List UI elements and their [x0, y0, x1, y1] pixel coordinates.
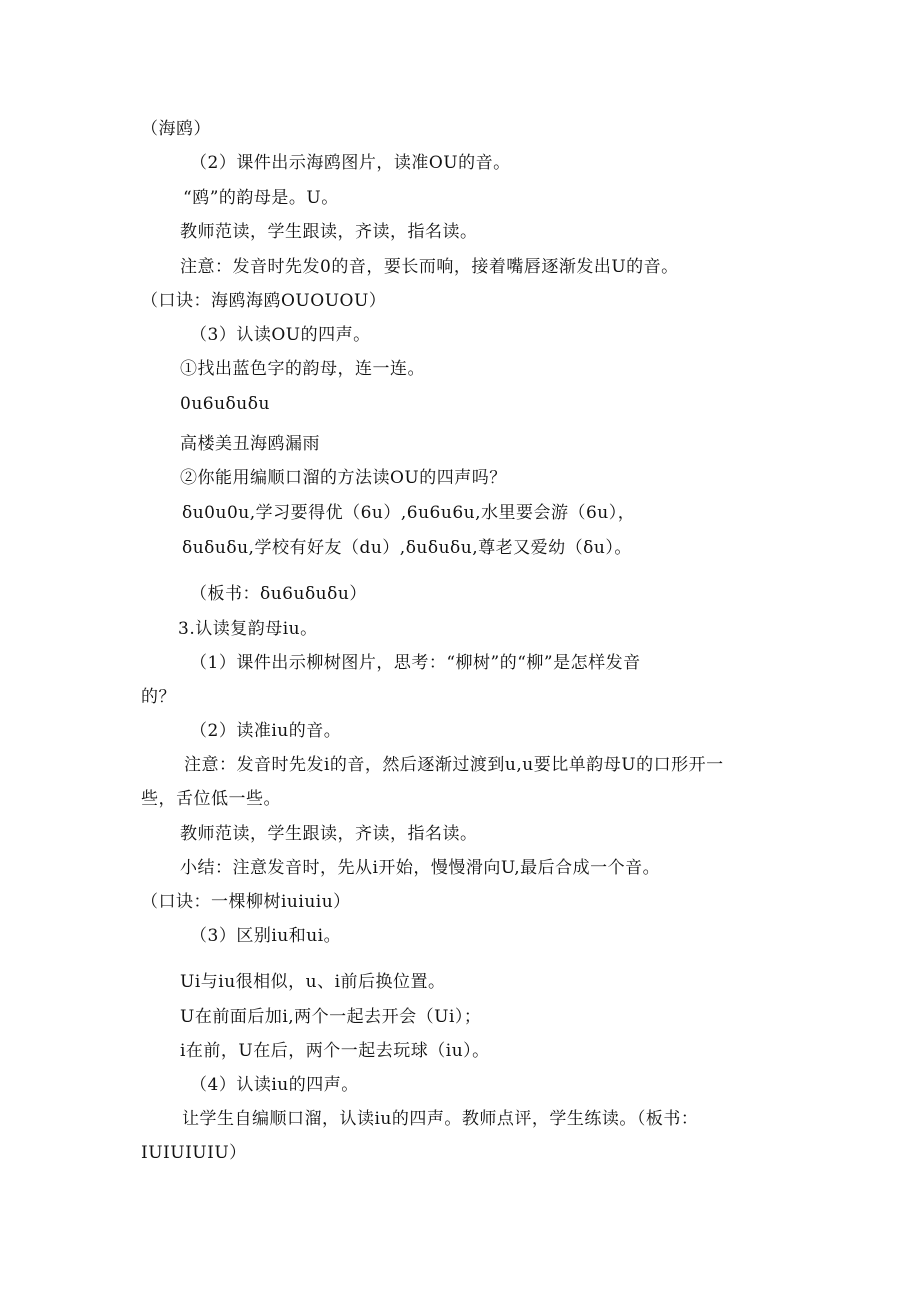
text-line: 教师范读，学生跟读，齐读，指名读。 — [180, 222, 478, 242]
text-line: （1）课件出示柳树图片，思考：“柳树”的“柳”是怎样发音 — [190, 653, 641, 673]
text-line: （口诀：海鸥海鸥OUOUOU） — [141, 291, 387, 311]
text-line: （3）区别iu和ui。 — [190, 926, 342, 946]
text-line: 教师范读，学生跟读，齐读，指名读。 — [180, 824, 478, 844]
text-line: （2）读准iu的音。 — [190, 721, 342, 741]
text-line: （板书：δu6uδuδu） — [190, 584, 367, 604]
text-line: 的？ — [141, 687, 176, 707]
text-line: （4）认读iu的四声。 — [190, 1075, 359, 1095]
text-line: i在前，U在后，两个一起去玩球（iu）。 — [180, 1041, 490, 1061]
text-line: “鸥”的韵母是。U。 — [183, 188, 339, 208]
text-line: （3）认读OU的四声。 — [190, 325, 371, 345]
text-line: δuδuδu,学校有好友（du）,δuδuδu,尊老又爱幼（δu）。 — [182, 538, 632, 558]
text-line: 3.认读复韵母iu。 — [178, 619, 318, 639]
text-line: 小结：注意发音时，先从i开始，慢慢滑向U,最后合成一个音。 — [180, 858, 661, 878]
text-line: （口诀：一棵柳树iuiuiu） — [141, 892, 351, 912]
text-line: IUIUIUIU） — [141, 1143, 247, 1163]
text-line: 注意：发音时先发i的音，然后逐渐过渡到u,u要比单韵母U的口形开一 — [184, 755, 724, 775]
text-line: 些，舌位低一些。 — [141, 789, 281, 809]
text-line: （2）课件出示海鸥图片，读准OU的音。 — [190, 153, 511, 173]
text-line: 让学生自编顺口溜，认读iu的四声。教师点评，学生练读。（板书： — [182, 1109, 699, 1129]
text-line: 注意：发音时先发0的音，要长而响，接着嘴唇逐渐发出U的音。 — [180, 257, 679, 277]
text-line: 0u6uδuδu — [180, 394, 270, 414]
text-line: （海鸥） — [141, 119, 211, 139]
text-line: ①找出蓝色字的韵母，连一连。 — [180, 359, 425, 379]
text-line: Ui与iu很相似，u、i前后换位置。 — [180, 972, 446, 992]
text-line: ②你能用编顺口溜的方法读OU的四声吗？ — [180, 468, 507, 488]
text-line: U在前面后加i,两个一起去开会（Ui）； — [180, 1007, 482, 1027]
text-line: 高楼美丑海鸥漏雨 — [180, 434, 320, 454]
text-line: δu0u0u,学习要得优（6u）,6u6u6u,水里要会游（6u）， — [182, 503, 636, 523]
